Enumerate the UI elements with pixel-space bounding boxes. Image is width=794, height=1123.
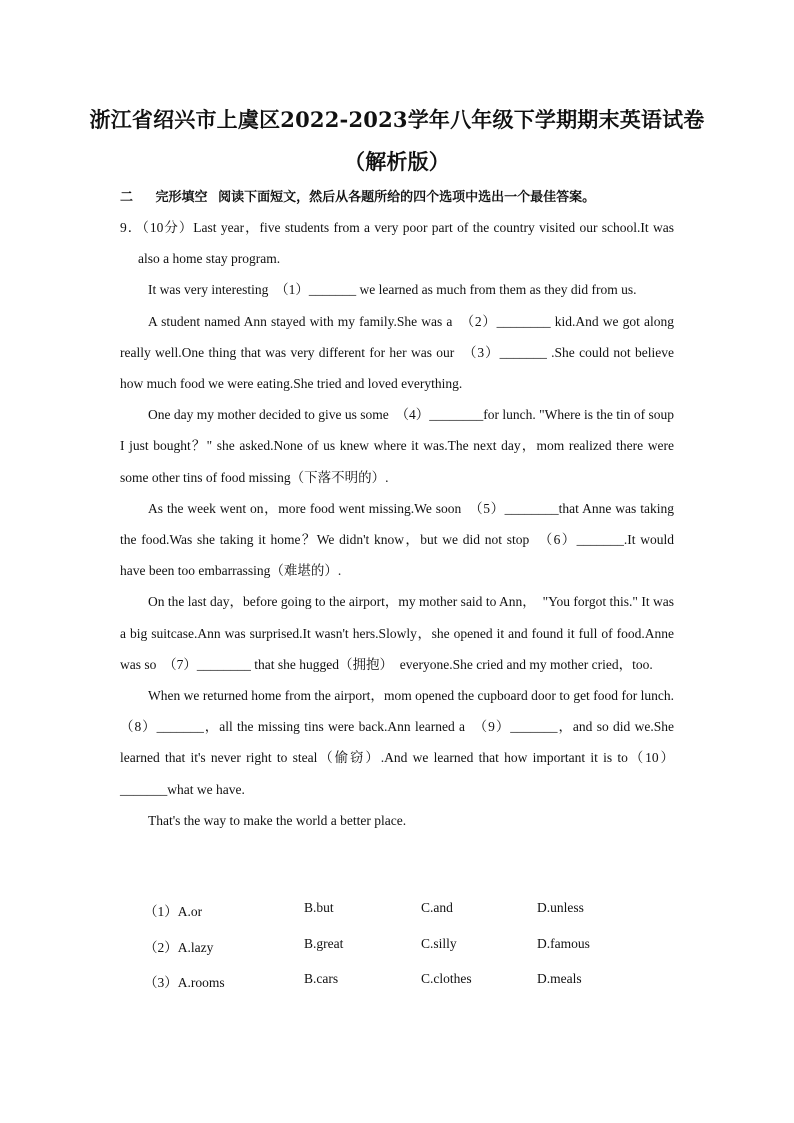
passage-paragraph: On the last day，before going to the airport，my mother said to Ann， "You forgot this." It was a big suitcase.Ann was surprised.It wasn't hers.Slowly，she opened it and found it full of food.Anne was so （7）________ that she hugged（拥抱） everyone.She cried and my mother cried，too.: [120, 594, 674, 672]
passage-paragraph: As the week went on，more food went missing.We soon （5）________that Anne was taking the food.Was she taking it home？We didn't know，but we did not stop （6）_______.It would have been too embarrassing（难堪的）.: [120, 500, 674, 579]
option-b: B.cars: [304, 971, 339, 986]
passage-paragraph: When we returned home from the airport，mom opened the cupboard door to get food for lunch.（8）_______，all the missing tins were back.Ann learned a （9）_______，and so did we.She learned that it's never right to steal（偷窃）.And we learned that how important it is to（10）_______what we have.: [120, 688, 674, 797]
passage-paragraph: It was very interesting （1）_______ we learned as much from them as they did from us.: [148, 282, 637, 298]
passage-paragraph: A student named Ann stayed with my family.She was a （2）________ kid.And we got along really well.One thing that was very different for her was our （3）_______ .She could not believe how much food we were eating.She tried and loved everything.: [120, 313, 674, 392]
option-row: [144, 971, 674, 1007]
document-subtitle: （解析版）: [344, 149, 450, 174]
document-title: 浙江省绍兴市上虞区2022-2023学年八年级下学期期末英语试卷: [89, 107, 705, 132]
passage-paragraph: That's the way to make the world a better place.: [148, 812, 407, 828]
option-row: [144, 936, 674, 972]
cloze-passage: [120, 212, 674, 836]
option-a: （2）A.lazy: [144, 939, 214, 955]
section-type: 完形填空: [155, 190, 208, 205]
option-b: B.great: [304, 935, 344, 951]
option-d: D.unless: [537, 900, 584, 915]
option-c: C.clothes: [421, 971, 472, 986]
option-c: C.silly: [421, 935, 457, 951]
option-a: （1）A.or: [144, 904, 203, 919]
section-heading: [120, 186, 595, 205]
option-row: [144, 900, 674, 936]
section-number: 二: [120, 190, 134, 205]
section-instruction: 阅读下面短文，然后从各题所给的四个选项中选出一个最佳答案。: [218, 190, 596, 205]
option-b: B.but: [304, 900, 334, 915]
option-a: （3）A.rooms: [144, 975, 225, 990]
option-d: D.meals: [537, 971, 582, 986]
option-c: C.and: [421, 900, 453, 915]
option-d: D.famous: [537, 935, 590, 951]
passage-paragraph: One day my mother decided to give us some （4）________for lunch. "Where is the tin of soup I just bought？" she asked.None of us knew where it was.The next day，mom realized there were some other tins of food missing（下落不明的）.: [120, 407, 674, 485]
passage-paragraph: 9．（10分）Last year，five students from a very poor part of the country visited our school.It was also a home stay program.: [120, 220, 674, 267]
answer-options: [144, 900, 674, 1007]
